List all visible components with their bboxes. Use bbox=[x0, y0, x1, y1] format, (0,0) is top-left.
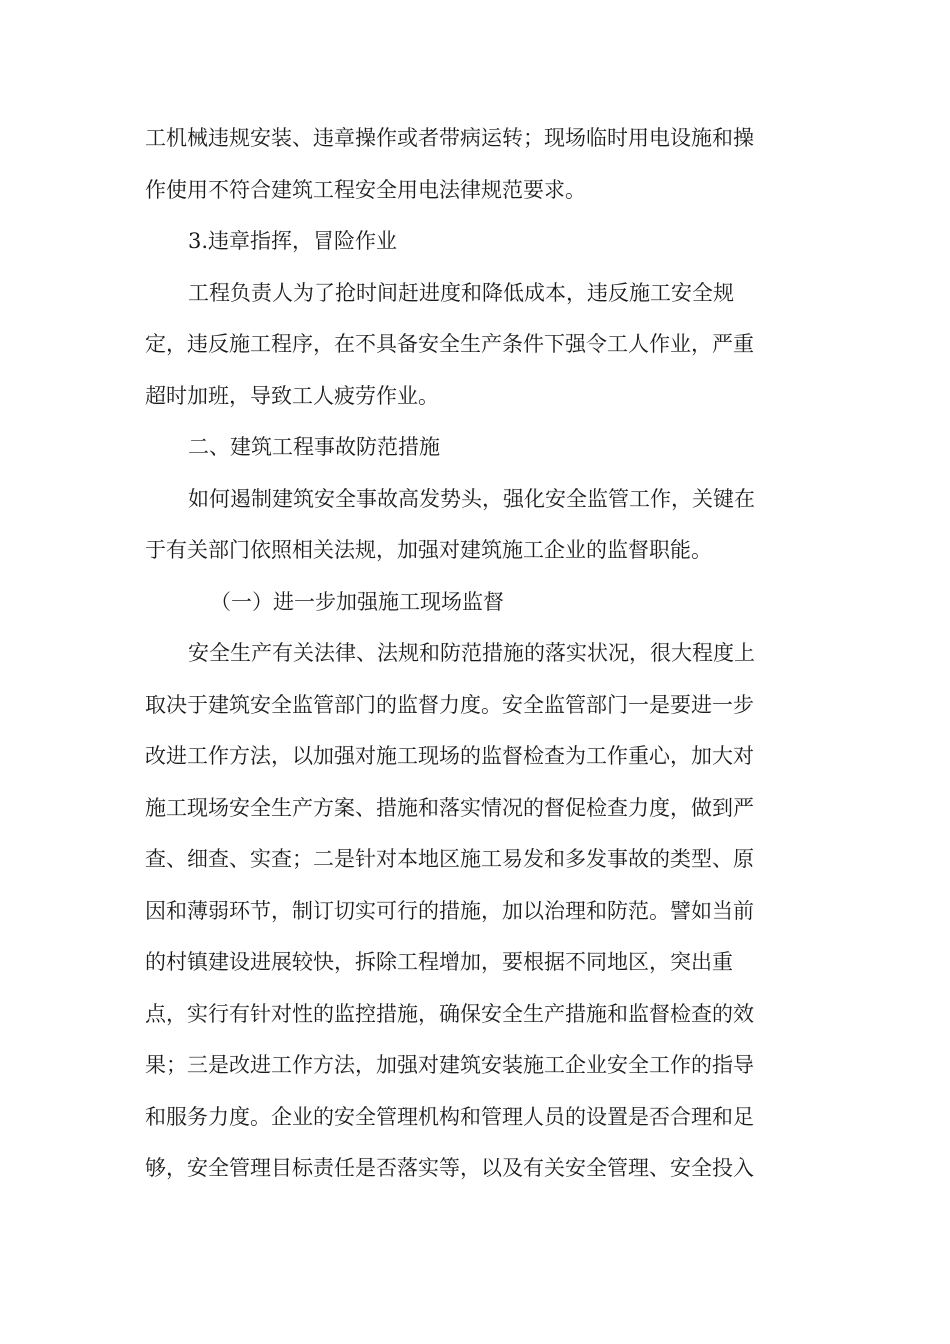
section-heading: 二、建筑工程事故防范措施 bbox=[188, 435, 440, 459]
body-text-line: 于有关部门依照相关法规，加强对建筑施工企业的监督职能。 bbox=[145, 538, 712, 562]
section-heading: 3.违章指挥，冒险作业 bbox=[188, 229, 398, 253]
body-text-line: 的村镇建设进展较快，拆除工程增加，要根据不同地区，突出重 bbox=[145, 950, 733, 974]
body-text-line: 查、细查、实查；二是针对本地区施工易发和多发事故的类型、原 bbox=[145, 847, 754, 871]
body-text-line: 如何遏制建筑安全事故高发势头，强化安全监管工作，关键在 bbox=[188, 487, 755, 511]
body-text-line: 和服务力度。企业的安全管理机构和管理人员的设置是否合理和足 bbox=[145, 1105, 754, 1129]
body-text-line: 工机械违规安装、违章操作或者带病运转；现场临时用电设施和操 bbox=[145, 126, 754, 150]
body-text-line: 工程负责人为了抢时间赶进度和降低成本，违反施工安全规 bbox=[188, 281, 734, 305]
body-text-line: 安全生产有关法律、法规和防范措施的落实状况，很大程度上 bbox=[188, 641, 755, 665]
body-text-line: 因和薄弱环节，制订切实可行的措施，加以治理和防范。譬如当前 bbox=[145, 899, 754, 923]
body-text-line: 够，安全管理目标责任是否落实等，以及有关安全管理、安全投入 bbox=[145, 1156, 754, 1180]
body-text-line: 改进工作方法，以加强对施工现场的监督检查为工作重心，加大对 bbox=[145, 744, 754, 768]
body-text-line: 取决于建筑安全监管部门的监督力度。安全监管部门一是要进一步 bbox=[145, 693, 754, 717]
body-text-line: 点，实行有针对性的监控措施，确保安全生产措施和监督检查的效 bbox=[145, 1002, 754, 1026]
body-text-line: 超时加班，导致工人疲劳作业。 bbox=[145, 384, 439, 408]
body-text-line: 施工现场安全生产方案、措施和落实情况的督促检查力度，做到严 bbox=[145, 796, 754, 820]
body-text-line: 作使用不符合建筑工程安全用电法律规范要求。 bbox=[145, 178, 586, 202]
subsection-heading: （一）进一步加强施工现场监督 bbox=[210, 590, 504, 614]
body-text-line: 定，违反施工程序，在不具备安全生产条件下强令工人作业，严重 bbox=[145, 332, 754, 356]
body-text-line: 果；三是改进工作方法，加强对建筑安装施工企业安全工作的指导 bbox=[145, 1053, 754, 1077]
